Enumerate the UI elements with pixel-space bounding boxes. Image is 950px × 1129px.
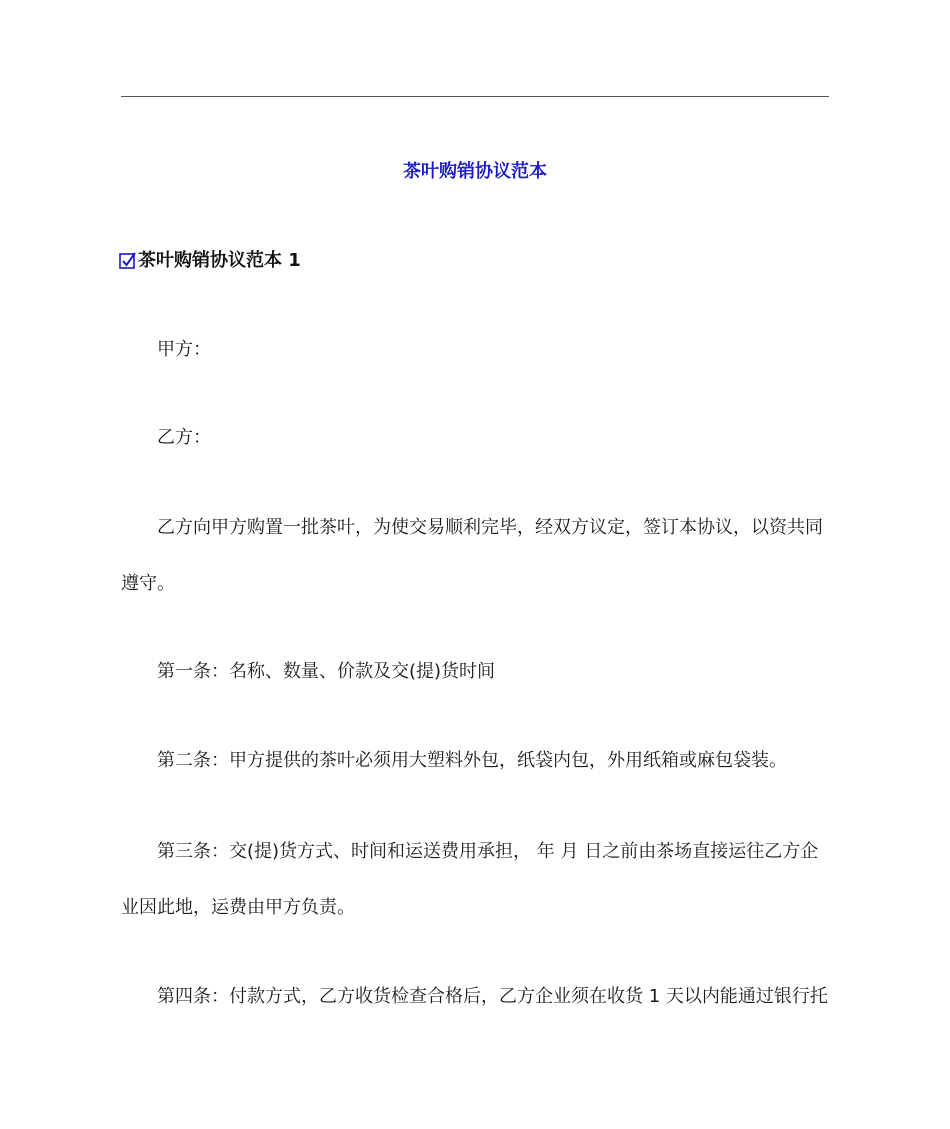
document-title: 茶叶购销协议范本 (403, 161, 547, 182)
article-1: 第一条：名称、数量、价款及交(提)货时间 (157, 661, 496, 682)
article-2: 第二条：甲方提供的茶叶必须用大塑料外包，纸袋内包，外用纸箱或麻包袋装。 (157, 750, 787, 771)
article-4-line-1: 第四条：付款方式，乙方收货检查合格后，乙方企业须在收货 1 天以内能通过银行托 (157, 986, 828, 1007)
party-b-line: 乙方： (157, 427, 211, 448)
article-3-line-1: 第三条：交(提)货方式、时间和运送费用承担， 年 月 日之前由茶场直接运往乙方企 (157, 841, 819, 862)
header-rule (121, 96, 829, 97)
intro-paragraph-line-2: 遵守。 (121, 573, 175, 594)
checked-box-icon (119, 251, 137, 271)
section-heading-text: 茶叶购销协议范本 1 (138, 250, 301, 271)
intro-paragraph-line-1: 乙方向甲方购置一批茶叶，为使交易顺利完毕，经双方议定，签订本协议，以资共同 (157, 517, 823, 538)
section-heading (119, 249, 301, 273)
party-a-line: 甲方： (157, 339, 211, 360)
article-3-line-2: 业因此地，运费由甲方负责。 (121, 897, 355, 918)
